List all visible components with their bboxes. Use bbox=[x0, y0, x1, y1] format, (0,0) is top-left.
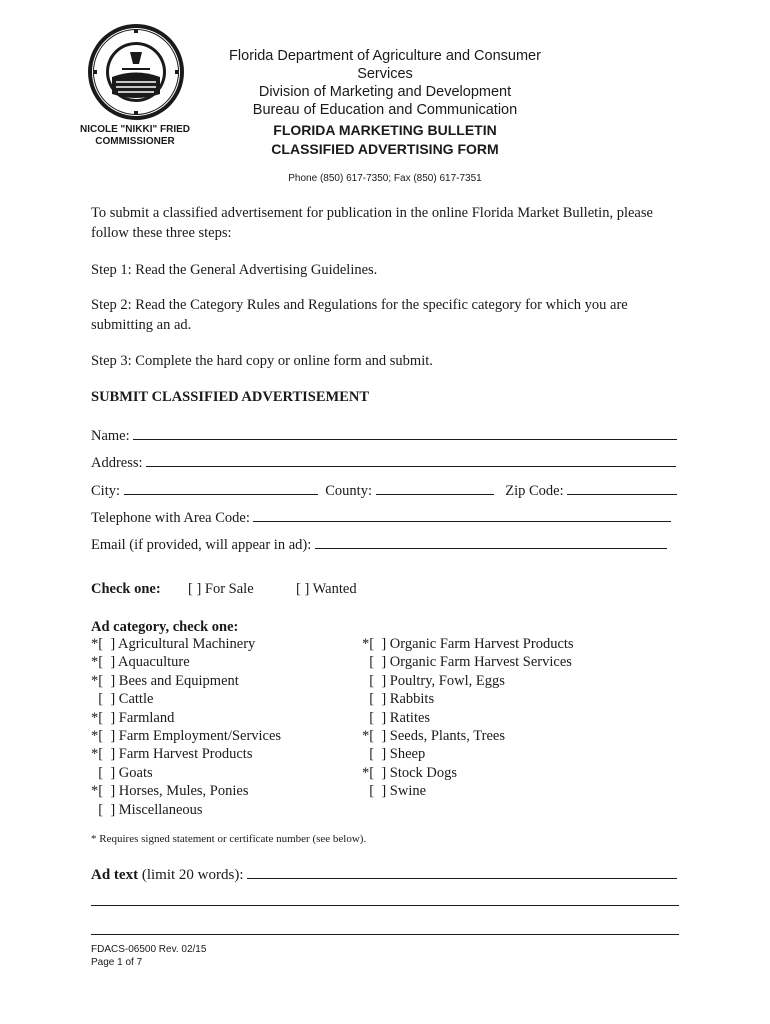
city-field[interactable] bbox=[124, 480, 318, 495]
name-row bbox=[91, 425, 677, 445]
ad-text-row bbox=[91, 864, 677, 884]
agency-line: Florida Department of Agriculture and Consumer Services bbox=[229, 48, 541, 82]
check-one-label: Check one: bbox=[91, 581, 161, 597]
zip-label: Zip Code: bbox=[505, 483, 564, 499]
commissioner-title: COMMISSIONER bbox=[95, 136, 175, 147]
agency-line: Division of Marketing and Development bbox=[258, 84, 512, 100]
email-field[interactable] bbox=[315, 534, 667, 549]
category-farmland[interactable]: *[ ] Farmland bbox=[91, 709, 175, 726]
category-horses-mules-ponies[interactable]: *[ ] Horses, Mules, Ponies bbox=[91, 783, 249, 800]
ad-category-heading: Ad category, check one: bbox=[91, 619, 239, 635]
ad-text-label: Ad text bbox=[91, 867, 139, 883]
category-miscellaneous[interactable]: [ ] Miscellaneous bbox=[91, 801, 203, 818]
section-heading: SUBMIT CLASSIFIED ADVERTISEMENT bbox=[91, 389, 370, 405]
city-label: City: bbox=[91, 483, 121, 499]
address-row bbox=[91, 452, 676, 472]
page-footer bbox=[91, 943, 206, 969]
name-label: Name: bbox=[91, 428, 130, 444]
email-label: Email (if provided, will appear in ad): bbox=[91, 537, 312, 553]
commissioner-block bbox=[60, 124, 210, 148]
form-number: FDACS-06500 Rev. 02/15 bbox=[91, 944, 207, 955]
address-label: Address: bbox=[91, 455, 143, 471]
category-rabbits[interactable]: [ ] Rabbits bbox=[362, 691, 435, 708]
phone-fax: Phone (850) 617-7350; Fax (850) 617-7351 bbox=[288, 173, 482, 184]
ad-text-line-2[interactable] bbox=[91, 905, 679, 906]
form-title bbox=[240, 121, 530, 159]
telephone-field[interactable] bbox=[253, 507, 671, 522]
department-seal-logo bbox=[86, 22, 186, 122]
category-stock-dogs[interactable]: *[ ] Stock Dogs bbox=[362, 764, 458, 781]
agency-block bbox=[200, 47, 570, 119]
ad-text-line-3[interactable] bbox=[91, 934, 679, 935]
ad-text-limit: (limit 20 words): bbox=[138, 867, 244, 883]
zip-field[interactable] bbox=[567, 480, 677, 495]
intro-line: follow these three steps: bbox=[91, 225, 232, 241]
telephone-label: Telephone with Area Code: bbox=[91, 510, 250, 526]
wanted-checkbox[interactable]: [ ] Wanted bbox=[296, 581, 357, 597]
address-field[interactable] bbox=[146, 452, 676, 467]
category-cattle[interactable]: [ ] Cattle bbox=[91, 691, 154, 708]
check-one-row bbox=[91, 580, 357, 598]
county-field[interactable] bbox=[376, 480, 494, 495]
category-aquaculture[interactable]: *[ ] Aquaculture bbox=[91, 654, 190, 671]
category-organic-farm-harvest-products[interactable]: *[ ] Organic Farm Harvest Products bbox=[362, 636, 574, 652]
category-seeds-plants-trees[interactable]: *[ ] Seeds, Plants, Trees bbox=[362, 728, 505, 745]
city-row bbox=[91, 480, 677, 500]
footnote: * Requires signed statement or certificate number (see below). bbox=[91, 833, 367, 845]
category-ratites[interactable]: [ ] Ratites bbox=[362, 709, 431, 726]
name-field[interactable] bbox=[133, 425, 677, 440]
commissioner-name: NICOLE "NIKKI" FRIED bbox=[79, 124, 191, 135]
form-title-line: CLASSIFIED ADVERTISING FORM bbox=[271, 141, 499, 157]
category-agricultural-machinery[interactable]: *[ ] Agricultural Machinery bbox=[91, 636, 256, 652]
category-farm-harvest-products[interactable]: *[ ] Farm Harvest Products bbox=[91, 746, 253, 763]
category-poultry-fowl-eggs[interactable]: [ ] Poultry, Fowl, Eggs bbox=[362, 672, 505, 689]
category-farm-employment-services[interactable]: *[ ] Farm Employment/Services bbox=[91, 728, 282, 745]
ad-text-field[interactable] bbox=[247, 864, 677, 879]
intro-paragraph bbox=[91, 203, 691, 243]
form-title-line: FLORIDA MARKETING BULLETIN bbox=[273, 122, 497, 138]
for-sale-checkbox[interactable]: [ ] For Sale bbox=[188, 581, 254, 597]
category-goats[interactable]: [ ] Goats bbox=[91, 764, 153, 781]
intro-line: To submit a classified advertisement for publication in the online Florida Market Bulletin, please bbox=[91, 205, 653, 221]
agency-line: Bureau of Education and Communication bbox=[252, 102, 518, 118]
page-number: Page 1 of 7 bbox=[91, 957, 143, 968]
step-1: Step 1: Read the General Advertising Guidelines. bbox=[91, 262, 378, 278]
step-2-line: Step 2: Read the Category Rules and Regulations for the specific category for which you are bbox=[91, 297, 628, 313]
category-organic-farm-harvest-services[interactable]: [ ] Organic Farm Harvest Services bbox=[362, 654, 572, 671]
category-sheep[interactable]: [ ] Sheep bbox=[362, 746, 426, 763]
category-list-right bbox=[362, 635, 574, 801]
step-2-line: submitting an ad. bbox=[91, 317, 192, 333]
category-bees-and-equipment[interactable]: *[ ] Bees and Equipment bbox=[91, 672, 239, 689]
category-swine[interactable]: [ ] Swine bbox=[362, 783, 427, 800]
step-2 bbox=[91, 295, 691, 335]
county-label: County: bbox=[325, 483, 372, 499]
step-3: Step 3: Complete the hard copy or online form and submit. bbox=[91, 353, 433, 369]
category-list-left bbox=[91, 635, 281, 819]
telephone-row bbox=[91, 507, 671, 527]
email-row bbox=[91, 534, 667, 554]
